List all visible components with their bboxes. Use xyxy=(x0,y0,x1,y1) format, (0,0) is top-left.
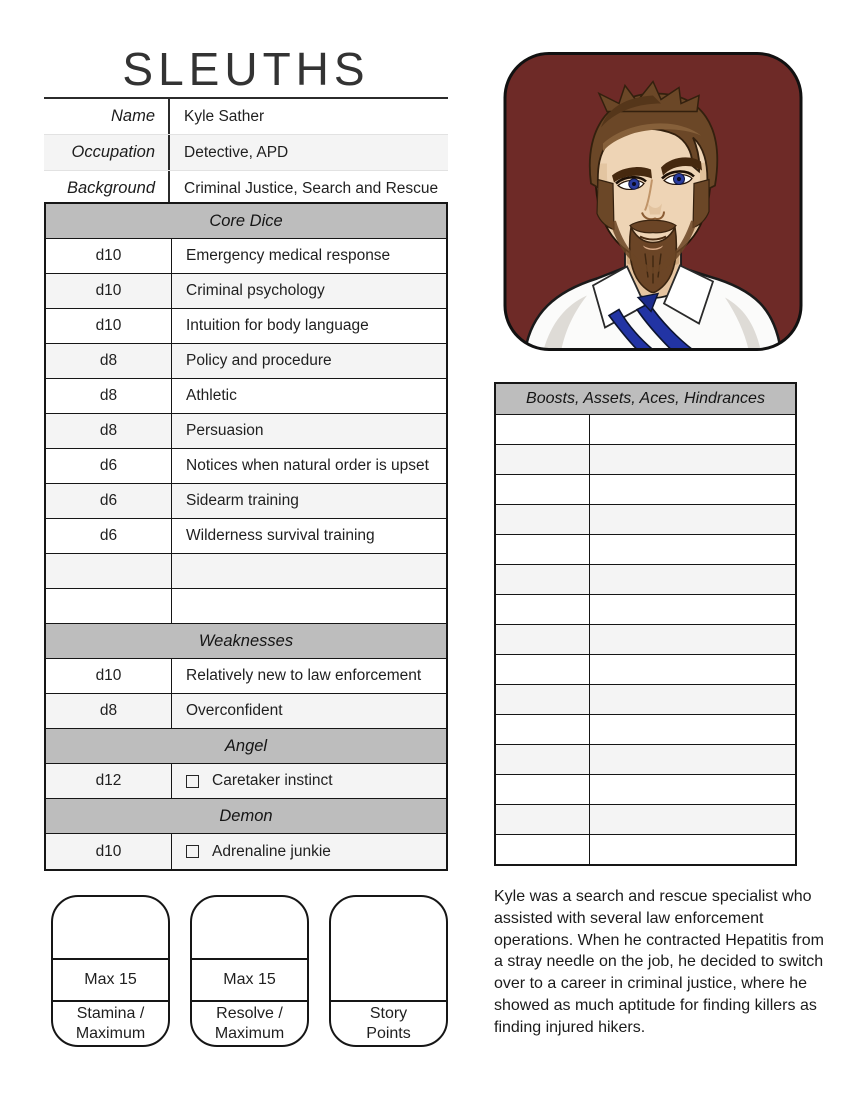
skill-text: Notices when natural order is upset xyxy=(186,457,429,474)
occupation-value[interactable]: Detective, APD xyxy=(184,143,289,161)
boost-row xyxy=(496,445,795,475)
stamina-value-box[interactable] xyxy=(53,897,168,958)
info-row-background xyxy=(44,170,448,206)
boost-row xyxy=(496,685,795,715)
boost-text-cell[interactable] xyxy=(590,685,795,714)
boost-die-cell[interactable] xyxy=(496,685,590,714)
name-value[interactable]: Kyle Sather xyxy=(184,107,265,125)
boost-text-cell[interactable] xyxy=(590,595,795,624)
boost-die-cell[interactable] xyxy=(496,625,590,654)
story-label-line2: Points xyxy=(366,1024,411,1042)
die-value: d10 xyxy=(46,659,172,693)
core-dice-row xyxy=(46,309,446,344)
stamina-max-label: Max 15 xyxy=(53,958,168,1000)
core-dice-row xyxy=(46,519,446,554)
die-value: d8 xyxy=(46,414,172,448)
boost-die-cell[interactable] xyxy=(496,745,590,774)
boost-text-cell[interactable] xyxy=(590,625,795,654)
boost-text-cell[interactable] xyxy=(590,445,795,474)
character-bio: Kyle was a search and rescue specialist who assisted with several law enforcement operations. When he contracted Hepatitis from a stray needle on the job, he decided to switch over to a career in criminal justice, where he showed as much aptitude for finding killers as finding injured hikers. xyxy=(494,888,824,1036)
boosts-table xyxy=(494,382,797,866)
boost-row xyxy=(496,595,795,625)
story-points-tracker xyxy=(329,895,448,1047)
angel-checkbox[interactable] xyxy=(186,775,199,788)
die-value-empty[interactable] xyxy=(46,554,172,588)
die-value: d8 xyxy=(46,344,172,378)
boost-row xyxy=(496,715,795,745)
die-value: d10 xyxy=(46,309,172,343)
core-dice-row xyxy=(46,239,446,274)
boost-die-cell[interactable] xyxy=(496,535,590,564)
die-value: d10 xyxy=(46,834,172,869)
dice-table xyxy=(44,202,448,871)
boost-text-cell[interactable] xyxy=(590,745,795,774)
boost-text-cell[interactable] xyxy=(590,475,795,504)
skill-cell-empty[interactable] xyxy=(172,589,446,623)
skill-text: Intuition for body language xyxy=(186,317,369,334)
die-value: d6 xyxy=(46,484,172,518)
boost-die-cell[interactable] xyxy=(496,505,590,534)
core-dice-row-empty xyxy=(46,589,446,624)
die-value: d8 xyxy=(46,694,172,728)
info-row-occupation xyxy=(44,134,448,170)
core-dice-row xyxy=(46,449,446,484)
boost-die-cell[interactable] xyxy=(496,595,590,624)
skill-text: Adrenaline junkie xyxy=(212,842,331,860)
info-row-name xyxy=(44,99,448,134)
character-info-table xyxy=(44,97,448,206)
core-dice-header: Core Dice xyxy=(46,204,446,239)
resolve-label-line1: Resolve / xyxy=(216,1004,283,1022)
boost-text-cell[interactable] xyxy=(590,775,795,804)
die-value: d6 xyxy=(46,449,172,483)
die-value: d10 xyxy=(46,274,172,308)
boost-row xyxy=(496,655,795,685)
boost-die-cell[interactable] xyxy=(496,805,590,834)
angel-skill xyxy=(172,764,446,798)
stamina-tracker xyxy=(51,895,170,1047)
stamina-label-line2: Maximum xyxy=(75,1024,146,1042)
boost-text-cell[interactable] xyxy=(590,415,795,444)
background-value[interactable]: Criminal Justice, Search and Rescue xyxy=(184,179,439,197)
boost-row xyxy=(496,625,795,655)
core-dice-row xyxy=(46,344,446,379)
boost-text-cell[interactable] xyxy=(590,805,795,834)
boost-text-cell[interactable] xyxy=(590,655,795,684)
die-value: d10 xyxy=(46,239,172,273)
angel-header: Angel xyxy=(46,729,446,764)
skill-text: Criminal psychology xyxy=(186,282,325,299)
boost-die-cell[interactable] xyxy=(496,415,590,444)
boost-text-cell[interactable] xyxy=(590,505,795,534)
story-label-line1: Story xyxy=(369,1004,408,1022)
die-value: d6 xyxy=(46,519,172,553)
demon-row xyxy=(46,834,446,869)
boost-die-cell[interactable] xyxy=(496,565,590,594)
boost-text-cell[interactable] xyxy=(590,835,795,864)
core-dice-row-empty xyxy=(46,554,446,589)
boost-die-cell[interactable] xyxy=(496,715,590,744)
boost-row xyxy=(496,835,795,864)
resolve-label-line2: Maximum xyxy=(214,1024,285,1042)
die-value: d8 xyxy=(46,379,172,413)
angel-row xyxy=(46,764,446,799)
resolve-tracker xyxy=(190,895,309,1047)
occupation-label: Occupation xyxy=(44,135,170,170)
skill-cell-empty[interactable] xyxy=(172,554,446,588)
boost-row xyxy=(496,415,795,445)
resolve-max-label: Max 15 xyxy=(192,958,307,1000)
core-dice-row xyxy=(46,274,446,309)
skill-text: Persuasion xyxy=(186,422,264,439)
skill-text: Sidearm training xyxy=(186,492,299,509)
boost-row xyxy=(496,805,795,835)
boost-die-cell[interactable] xyxy=(496,835,590,864)
skill-text: Athletic xyxy=(186,387,237,404)
resolve-value-box[interactable] xyxy=(192,897,307,958)
boost-die-cell[interactable] xyxy=(496,655,590,684)
skill-text: Caretaker instinct xyxy=(212,772,333,789)
die-value-empty[interactable] xyxy=(46,589,172,623)
character-portrait xyxy=(503,51,803,352)
skill-text: Relatively new to law enforcement xyxy=(186,667,422,684)
core-dice-row xyxy=(46,379,446,414)
die-value: d12 xyxy=(46,764,172,798)
boost-die-cell[interactable] xyxy=(496,475,590,504)
boost-die-cell[interactable] xyxy=(496,445,590,474)
boost-text-cell[interactable] xyxy=(590,715,795,744)
boost-die-cell[interactable] xyxy=(496,775,590,804)
boost-row xyxy=(496,775,795,805)
boost-row xyxy=(496,535,795,565)
boost-text-cell[interactable] xyxy=(590,535,795,564)
boost-text-cell[interactable] xyxy=(590,565,795,594)
stamina-label-line1: Stamina / xyxy=(76,1004,145,1022)
demon-header: Demon xyxy=(46,799,446,834)
boost-row xyxy=(496,505,795,535)
resolve-tracker-label xyxy=(192,1000,307,1045)
background-label: Background xyxy=(44,171,170,206)
page-title: SLEUTHS xyxy=(122,43,370,95)
core-dice-row xyxy=(46,414,446,449)
boost-row xyxy=(496,565,795,595)
weakness-row xyxy=(46,659,446,694)
story-points-value-box[interactable] xyxy=(331,897,446,1000)
skill-text: Wilderness survival training xyxy=(186,527,375,544)
skill-text: Policy and procedure xyxy=(186,352,332,369)
weaknesses-header: Weaknesses xyxy=(46,624,446,659)
skill-text: Overconfident xyxy=(186,702,283,719)
name-label: Name xyxy=(44,99,170,134)
boost-row xyxy=(496,745,795,775)
demon-skill xyxy=(172,834,446,869)
demon-checkbox[interactable] xyxy=(186,845,199,858)
boosts-header: Boosts, Assets, Aces, Hindrances xyxy=(496,384,795,415)
skill-text: Emergency medical response xyxy=(186,247,391,264)
boost-row xyxy=(496,475,795,505)
story-points-label xyxy=(331,1000,446,1045)
stamina-tracker-label xyxy=(53,1000,168,1045)
core-dice-row xyxy=(46,484,446,519)
weakness-row xyxy=(46,694,446,729)
